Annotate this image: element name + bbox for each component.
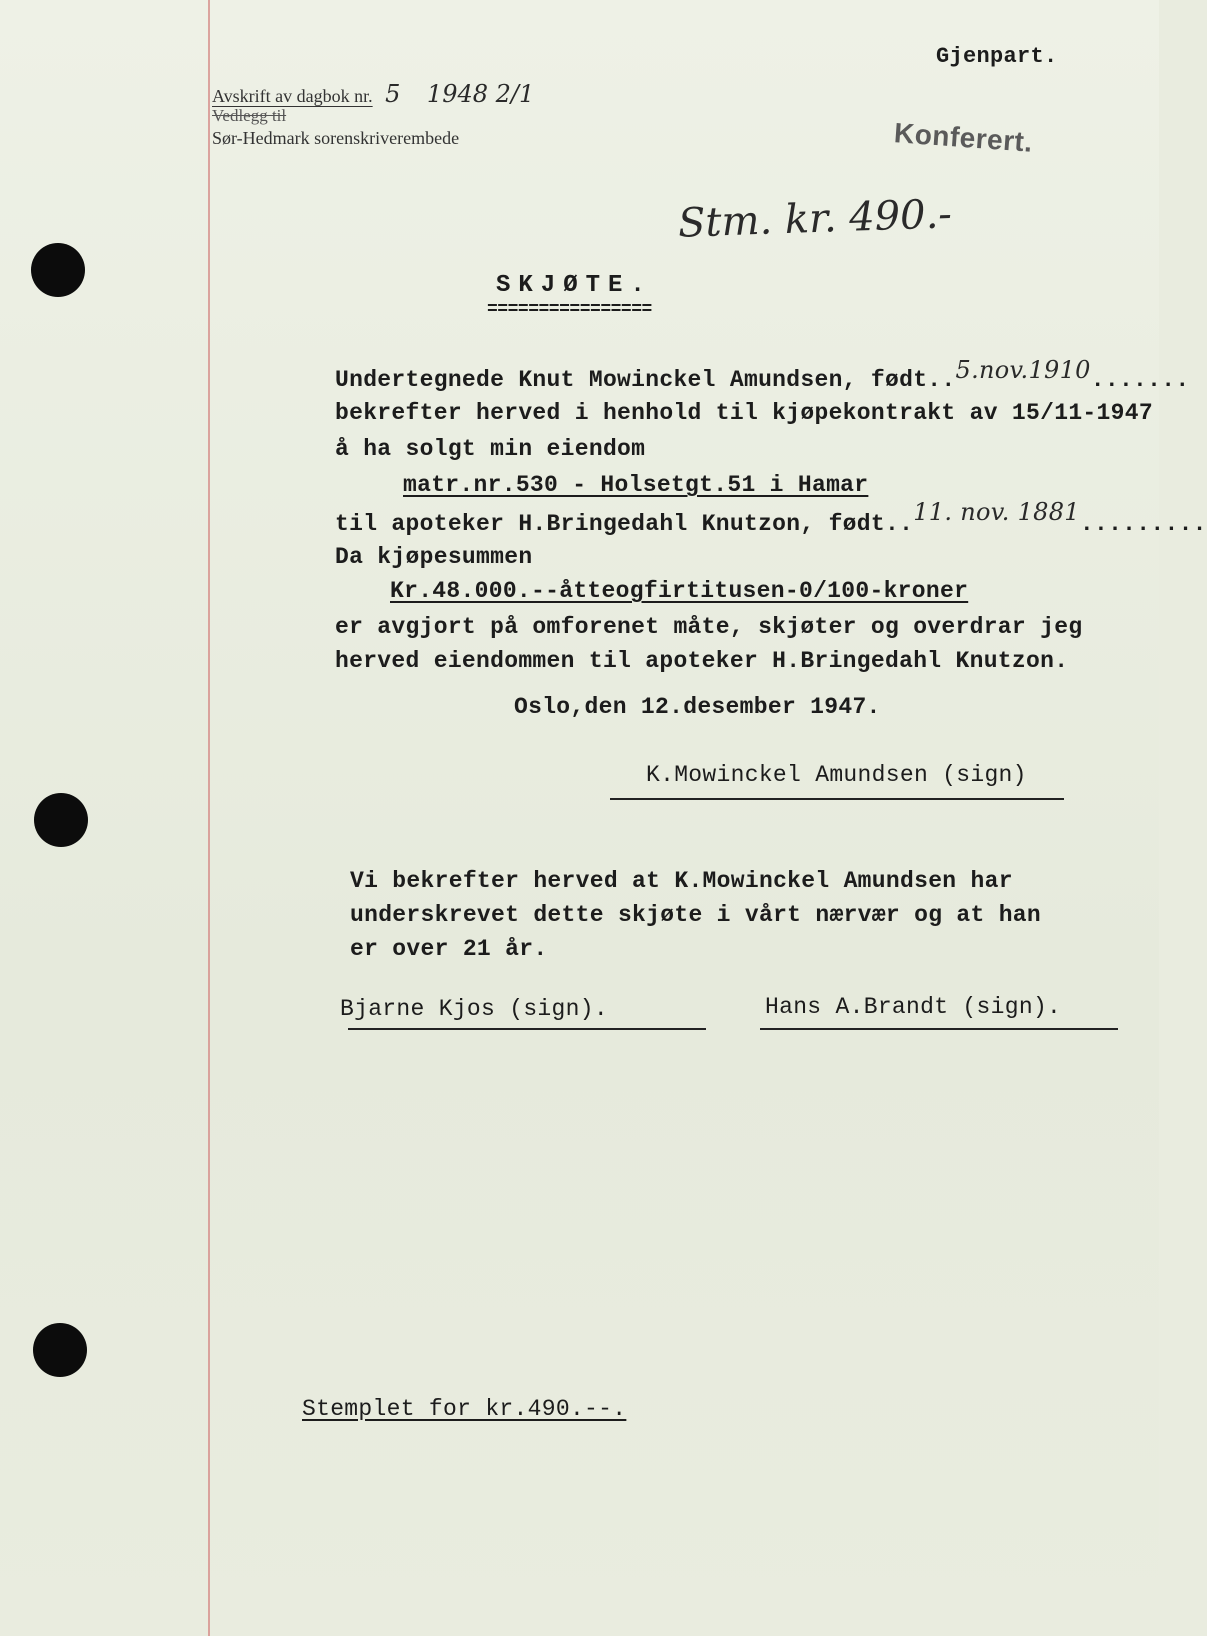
stamp-duty-line: Stemplet for kr.490.--. (302, 1396, 627, 1422)
dots-buyer: ......... (1079, 511, 1207, 537)
seller-signature-line (610, 798, 1064, 800)
gjenpart-label: Gjenpart. (936, 44, 1058, 69)
witness-1-line (348, 1028, 706, 1030)
punch-hole-bottom (33, 1323, 87, 1377)
dots-seller: ....... (1090, 367, 1190, 393)
punch-hole-middle (34, 793, 88, 847)
witness-line-1: Vi bekrefter herved at K.Mowinckel Amundsen har (350, 868, 1013, 894)
body-line-1 (335, 356, 1190, 393)
body-line-3: å ha solgt min eiendom (335, 436, 646, 462)
avskrift-label: Avskrift av dagbok nr. (212, 86, 373, 106)
konferert-stamp: Konferert. (893, 117, 1034, 158)
seller-signature: K.Mowinckel Amundsen (sign) (646, 762, 1027, 788)
body-line-8: er avgjort på omforenet måte, skjøter og overdrar jeg (335, 614, 1083, 640)
avskrift-line (212, 80, 534, 108)
margin-line (208, 0, 210, 1636)
body-line-6: Da kjøpesummen (335, 544, 533, 570)
punch-hole-top (31, 243, 85, 297)
stamp-duty-note: Stm. kr. 490.- (677, 191, 953, 247)
dagbok-number: 5 (385, 80, 401, 108)
purchase-sum-line: Kr.48.000.--åtteogfirtitusen-0/100-kroner (390, 578, 969, 604)
body-line-5 (335, 498, 1207, 537)
buyer-birthdate: 11. nov. 1881 (913, 498, 1080, 526)
struck-line: Vedlegg til (212, 106, 287, 125)
title-rule: ================ (487, 300, 652, 320)
body-line-2: bekrefter herved i henhold til kjøpekontrakt av 15/11-1947 (335, 400, 1153, 426)
witness-line-3: er over 21 år. (350, 936, 548, 962)
witness-2-line (760, 1028, 1118, 1030)
property-line: matr.nr.530 - Holsetgt.51 i Hamar (403, 472, 869, 498)
dagbok-date: 1948 2/1 (426, 80, 535, 108)
seller-birthdate: 5.nov.1910 (955, 356, 1091, 384)
body-line-9: herved eiendommen til apoteker H.Bringedahl Knutzon. (335, 648, 1069, 674)
document-title: SKJØTE. (496, 272, 653, 299)
witness-2-signature: Hans A.Brandt (sign). (765, 994, 1062, 1020)
witness-line-2: underskrevet dette skjøte i vårt nærvær og at han (350, 902, 1042, 928)
office-name: Sør-Hedmark sorenskriverembede (212, 128, 460, 148)
witness-1-signature: Bjarne Kjos (sign). (340, 996, 608, 1022)
body-text-5: til apoteker H.Bringedahl Knutzon, født.. (335, 511, 914, 537)
body-text-1: Undertegnede Knut Mowinckel Amundsen, født.. (335, 367, 956, 393)
place-date: Oslo,den 12.desember 1947. (514, 694, 881, 720)
